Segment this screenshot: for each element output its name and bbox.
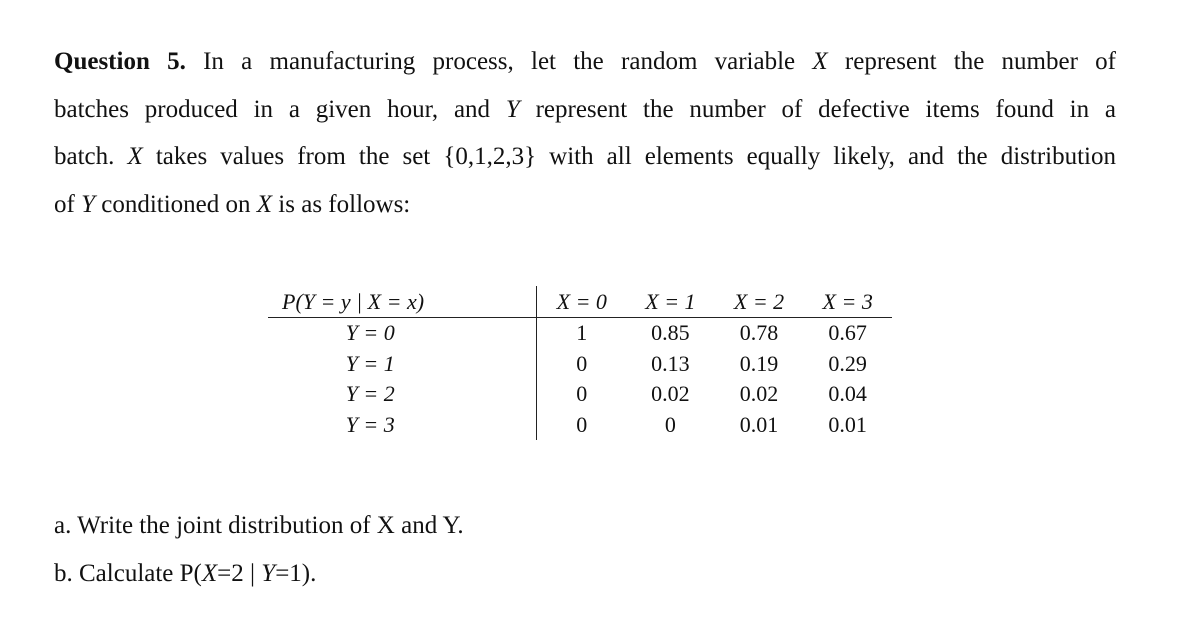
table-header-row	[268, 286, 892, 318]
table-cell: 0	[576, 381, 588, 406]
question-label: Question 5.	[54, 48, 186, 75]
part-b	[54, 550, 464, 598]
text-segment: In a manufacturing process, let the random variable	[185, 48, 813, 75]
math-variable: X	[256, 190, 273, 218]
table-row	[268, 349, 892, 380]
math-variable: X	[812, 48, 828, 75]
question-line-4	[54, 181, 1116, 229]
row-header: Y = 1	[268, 349, 537, 380]
text-segment: represent the number of	[827, 48, 1116, 75]
question-line-1-body	[186, 48, 1116, 75]
math-variable: X	[127, 143, 143, 170]
question-parts	[54, 502, 464, 598]
table-cell: 0	[576, 411, 588, 437]
table-cell: 0	[664, 411, 676, 437]
text-segment: batches produced in a given hour, and	[54, 95, 506, 123]
table-cell: 0.13	[651, 350, 690, 376]
row-header: Y = 3	[268, 410, 537, 441]
math-variable: Y	[261, 560, 276, 587]
text-segment: b. Calculate P(	[54, 560, 202, 587]
column-header: X = 1	[626, 286, 715, 318]
math-variable: X	[201, 560, 218, 587]
table-cell: 0.04	[828, 381, 867, 406]
math-variable: Y	[81, 190, 95, 218]
table-cell: 1	[576, 320, 588, 345]
table-cell: 0.19	[739, 350, 779, 376]
table-cell: 0.78	[739, 320, 779, 345]
table-row	[268, 379, 892, 410]
table-cell: 0.29	[828, 350, 867, 376]
part-a: a. Write the joint distribution of X and Y.	[54, 512, 464, 539]
text-segment: batch.	[54, 143, 128, 170]
table-cell: 0.67	[828, 320, 867, 345]
column-header: X = 0	[537, 286, 626, 318]
row-header: Y = 2	[268, 379, 537, 410]
question-text	[54, 38, 1116, 228]
table-corner-header: P(Y = y | X = x)	[268, 286, 537, 318]
table-row	[268, 410, 892, 441]
text-segment: of	[54, 190, 82, 218]
text-segment: conditioned on	[94, 190, 257, 218]
table-cell: 0.02	[739, 381, 779, 406]
table-row	[268, 318, 892, 349]
math-variable: Y	[505, 95, 520, 123]
conditional-distribution-table	[268, 286, 892, 440]
table	[268, 286, 892, 440]
text-segment: represent the number of defective items found in a	[519, 95, 1116, 123]
table-cell: 0	[576, 350, 588, 376]
question-line-1	[54, 38, 1116, 86]
row-header: Y = 0	[268, 318, 537, 349]
table-cell: 0.85	[651, 320, 690, 345]
column-header: X = 2	[715, 286, 804, 318]
text-segment: =1).	[275, 560, 317, 587]
question-line-3	[54, 133, 1116, 181]
column-header: X = 3	[803, 286, 892, 318]
text-segment: is as follows:	[272, 190, 411, 218]
text-segment: takes values from the set {0,1,2,3} with all elements equally likely, and the distribution	[142, 143, 1117, 170]
table-cell: 0.01	[828, 411, 867, 437]
question-line-2	[54, 86, 1116, 134]
text-segment: =2 |	[217, 560, 262, 587]
table-cell: 0.02	[651, 381, 690, 406]
table-cell: 0.01	[739, 411, 779, 437]
